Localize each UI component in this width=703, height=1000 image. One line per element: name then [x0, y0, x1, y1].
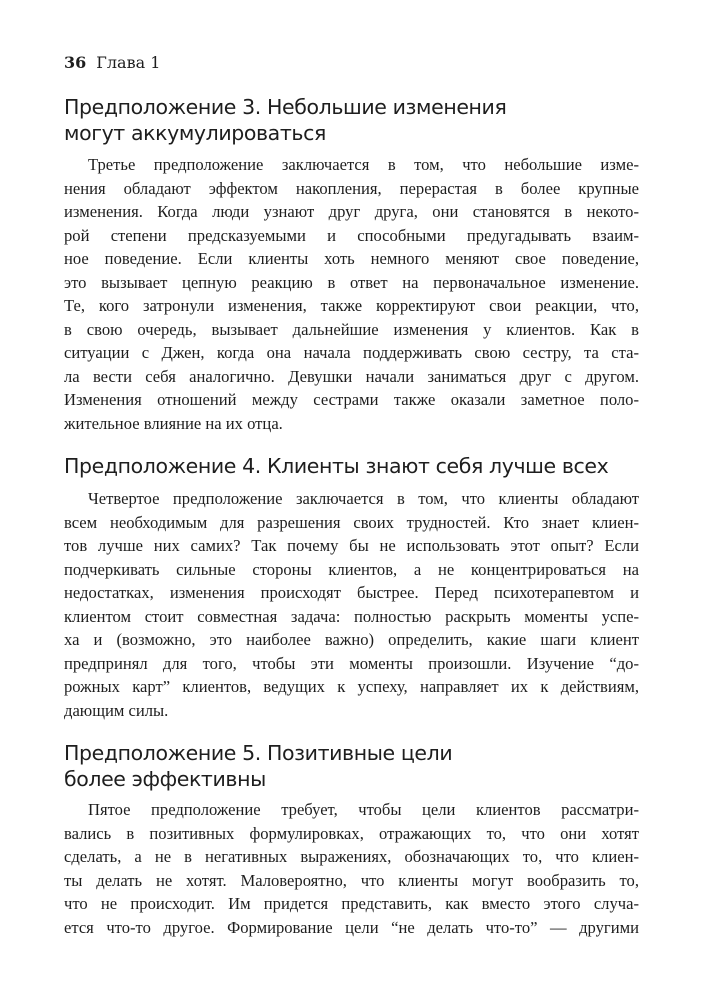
- text-line: это вызывает цепную реакцию в ответ на первоначальное изменение.: [64, 272, 639, 292]
- text-line: Те, кого затронули изменения, также корректируют свои реакции, что,: [64, 296, 639, 315]
- section-heading-3: [64, 94, 639, 146]
- text-line: тов лучше них самих? Так почему бы не использовать этот опыт? Если: [64, 536, 639, 555]
- section-4-paragraph: [64, 487, 639, 722]
- text-line: Третье предположение заключается в том, что небольшие изме-: [88, 155, 639, 174]
- text-line: ха и (возможно, это наиболее важно) определить, какие шаги клиент: [64, 630, 639, 649]
- running-head: [64, 52, 160, 74]
- text-line: Пятое предположение требует, чтобы цели клиентов рассматри-: [88, 800, 639, 819]
- page-number: 36: [64, 53, 87, 72]
- text-line: ла вести себя аналогично. Девушки начали заниматься друг с другом.: [64, 366, 639, 386]
- text-line: рожных карт” клиентов, ведущих к успеху, направляет их к действиям,: [64, 677, 639, 696]
- section-heading-4: [64, 453, 639, 479]
- heading-line: Предположение 4. Клиенты знают себя лучше всех: [64, 454, 609, 478]
- heading-line: Предположение 5. Позитивные цели: [64, 741, 453, 765]
- text-line: ное поведение. Если клиенты хоть немного меняют свое поведение,: [64, 249, 639, 268]
- text-line: нения обладают эффектом накопления, перерастая в более крупные: [64, 178, 639, 198]
- text-line: подчеркивать сильные стороны клиентов, а не концентрироваться на: [64, 559, 639, 579]
- section-5-paragraph: [64, 798, 639, 939]
- chapter-title: Глава 1: [96, 53, 161, 72]
- text-line: ты делать не хотят. Маловероятно, что клиенты могут вообразить то,: [64, 870, 639, 890]
- text-line: ется что-то другое. Формирование цели “не делать что-то” — другими: [64, 917, 639, 937]
- text-line: сделать, а не в негативных выражениях, обозначающих то, что клиен-: [64, 847, 639, 866]
- text-line: дающим силы.: [64, 700, 169, 720]
- text-line: всем необходимым для разрешения своих трудностей. Кто знает клиен-: [64, 512, 639, 532]
- text-line: клиентом стоит совместная задача: полностью раскрыть моменты успе-: [64, 606, 639, 626]
- section-heading-5: [64, 740, 639, 792]
- heading-line: могут аккумулироваться: [64, 121, 326, 145]
- text-line: в свою очередь, вызывает дальнейшие изменения у клиентов. Как в: [64, 319, 639, 339]
- text-line: Четвертое предположение заключается в том, что клиенты обладают: [88, 489, 639, 508]
- book-page: [64, 0, 639, 1000]
- heading-line: более эффективны: [64, 767, 266, 791]
- text-line: изменения. Когда люди узнают друг друга, они становятся в некото-: [64, 202, 639, 221]
- text-line: Изменения отношений между сестрами также оказали заметное поло-: [64, 390, 639, 409]
- text-line: ситуации с Джен, когда она начала поддерживать свою сестру, та ста-: [64, 343, 639, 362]
- text-line: что не происходит. Им придется представить, как вместо этого случа-: [64, 894, 639, 913]
- text-line: рой степени предсказуемыми и способными предугадывать взаим-: [64, 225, 639, 245]
- text-line: вались в позитивных формулировках, отражающих то, что они хотят: [64, 823, 639, 843]
- heading-line: Предположение 3. Небольшие изменения: [64, 95, 507, 119]
- text-line: жительное влияние на их отца.: [64, 413, 283, 433]
- text-line: недостатках, изменения происходят быстрее. Перед психотерапевтом и: [64, 583, 639, 602]
- section-3-paragraph: [64, 153, 639, 435]
- text-line: предпринял для того, чтобы эти моменты произошли. Изучение “до-: [64, 653, 639, 673]
